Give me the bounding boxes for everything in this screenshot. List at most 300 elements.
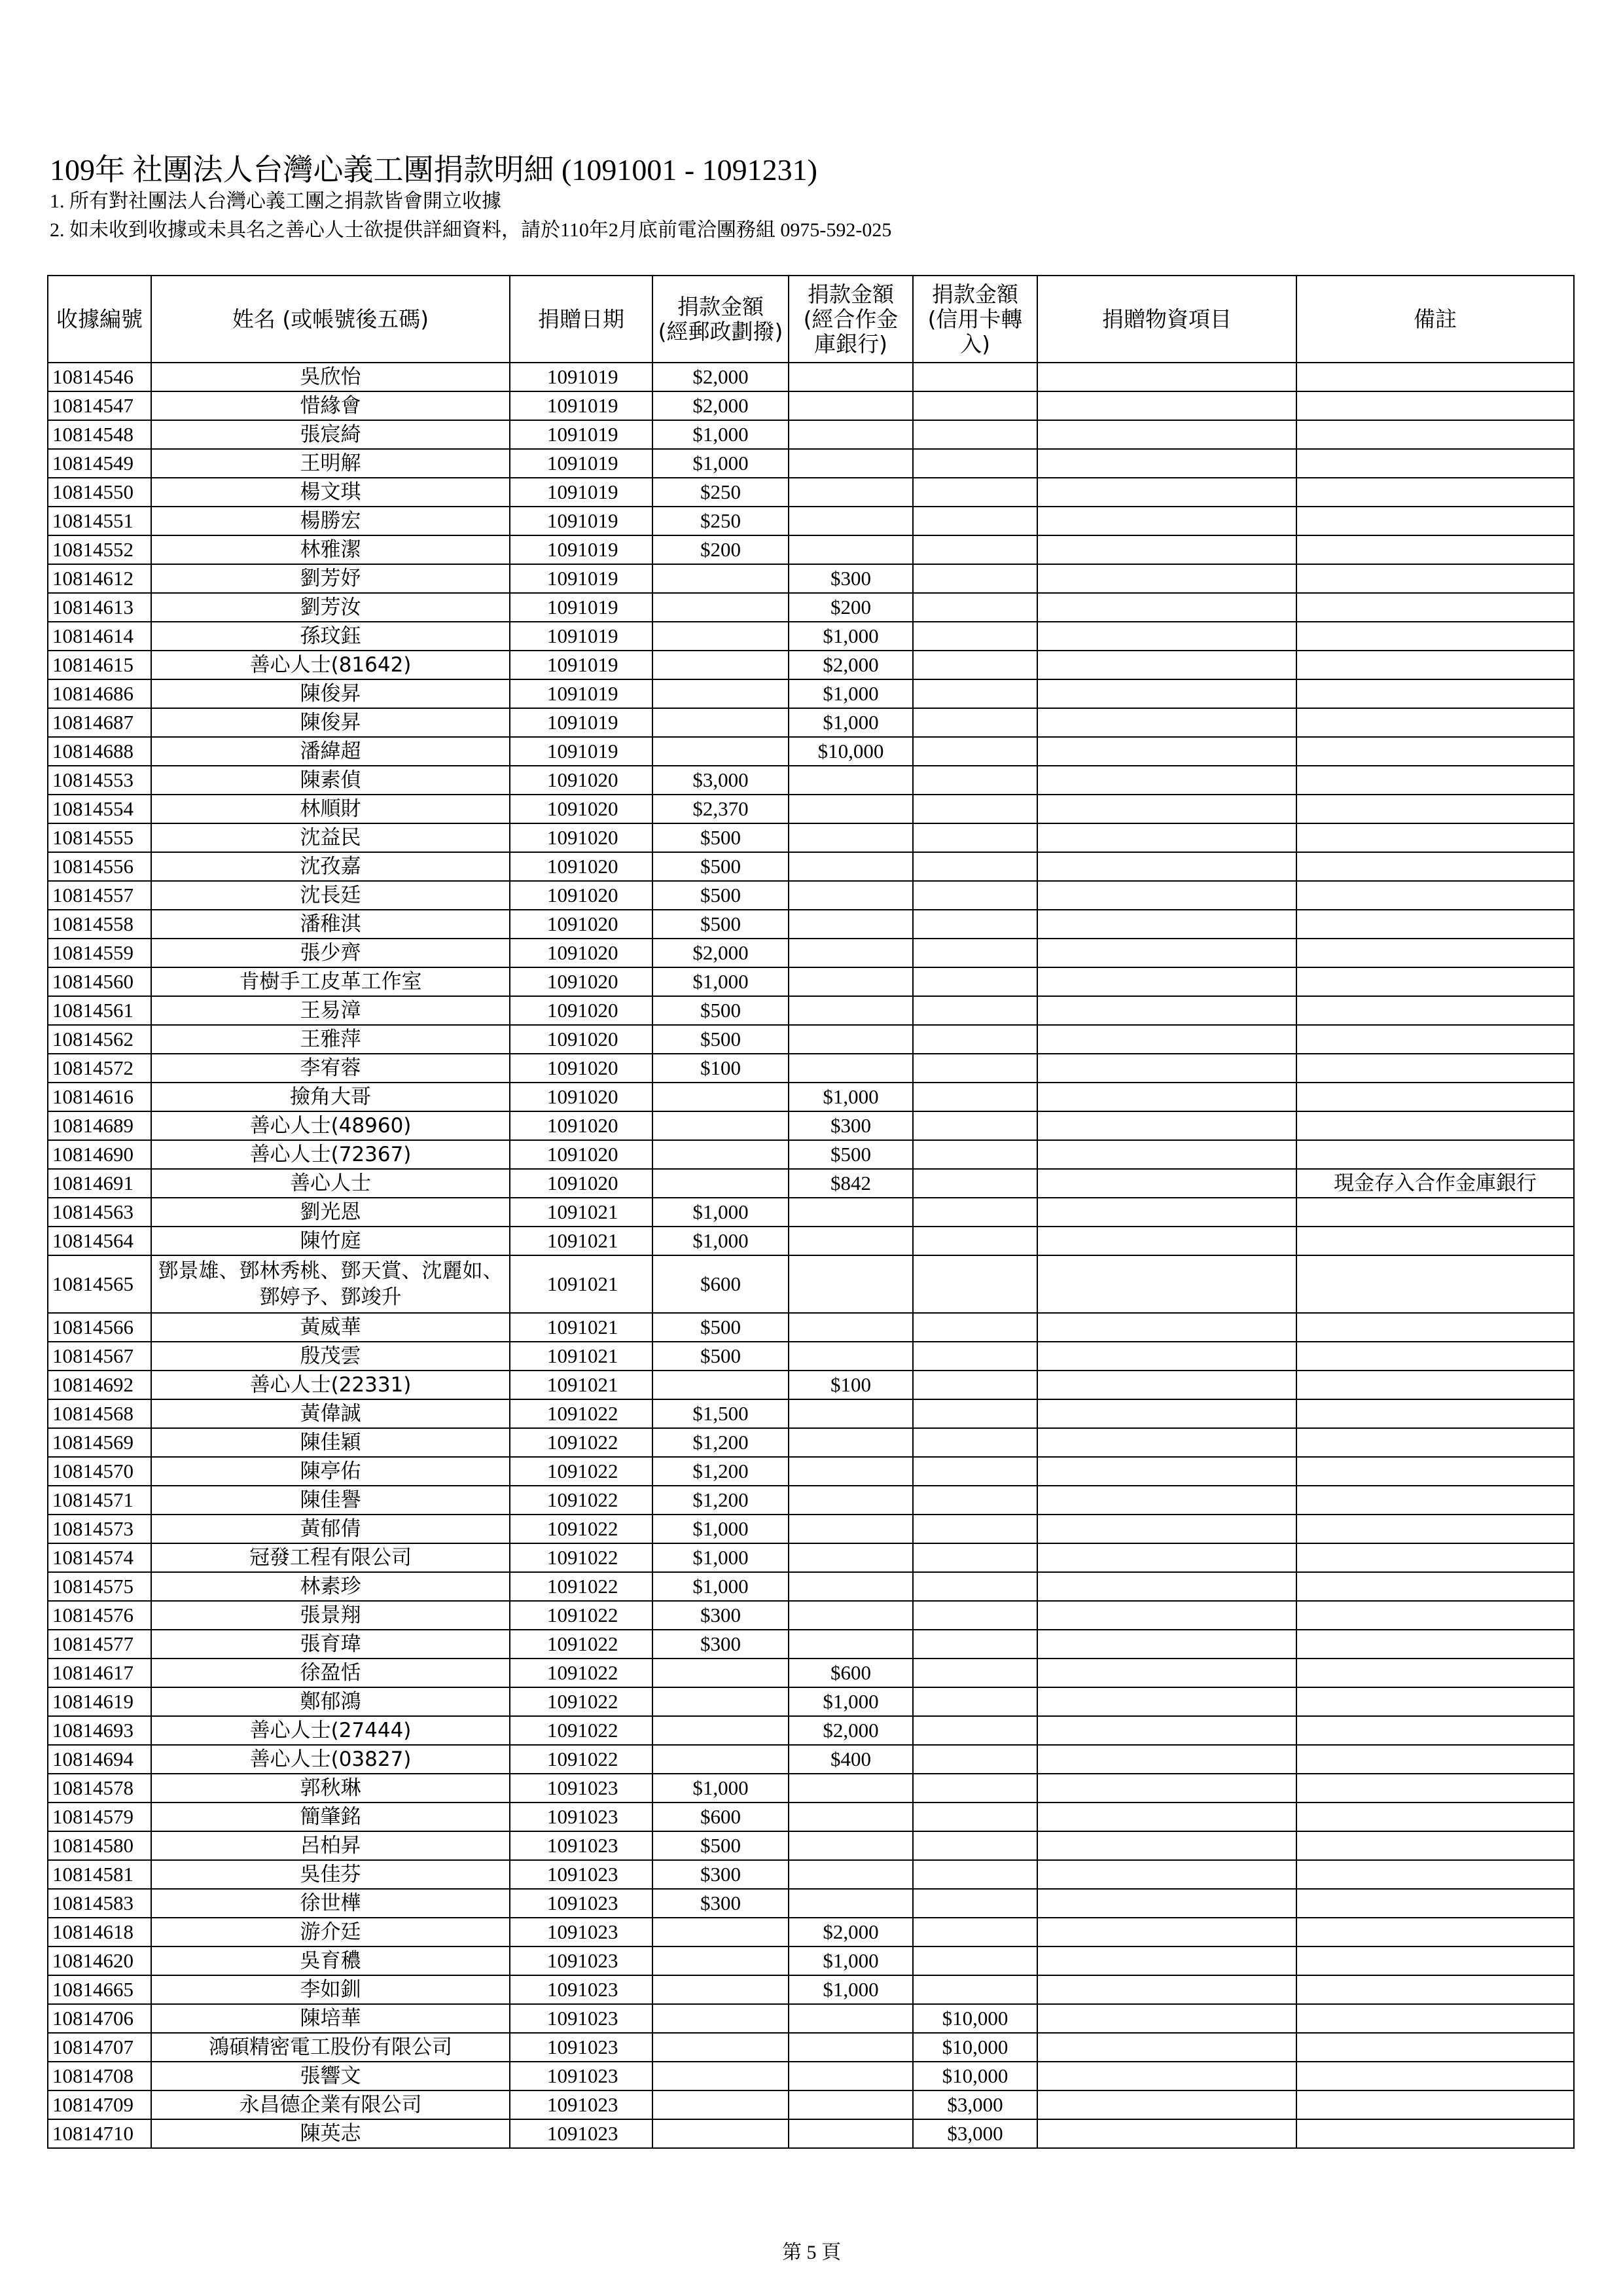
credit-card-amount-cell	[913, 1803, 1037, 1831]
donation-date-cell: 1091022	[510, 1601, 652, 1630]
credit-card-amount-cell	[913, 1457, 1037, 1486]
receipt-no-cell: 10814691	[48, 1169, 151, 1198]
credit-card-amount-cell	[913, 1774, 1037, 1803]
donation-date-cell: 1091020	[510, 967, 652, 996]
donation-date-cell: 1091023	[510, 1774, 652, 1803]
donation-date-cell: 1091023	[510, 2090, 652, 2119]
goods-cell	[1037, 1486, 1296, 1515]
donation-date-cell: 1091019	[510, 449, 652, 478]
remarks-cell	[1296, 1342, 1574, 1371]
remarks-cell	[1296, 1255, 1574, 1313]
goods-cell	[1037, 507, 1296, 535]
goods-cell	[1037, 2090, 1296, 2119]
table-row	[48, 391, 1574, 420]
postal-amount-cell: $500	[652, 1313, 789, 1342]
credit-card-amount-cell	[913, 1140, 1037, 1169]
donation-date-cell: 1091019	[510, 679, 652, 708]
remarks-cell	[1296, 420, 1574, 449]
postal-amount-cell: $2,000	[652, 391, 789, 420]
table-row	[48, 1572, 1574, 1601]
bank-amount-cell: $10,000	[789, 737, 913, 766]
credit-card-amount-cell	[913, 363, 1037, 391]
credit-card-amount-cell	[913, 881, 1037, 910]
donation-date-cell: 1091020	[510, 1169, 652, 1198]
table-row	[48, 1630, 1574, 1659]
goods-cell	[1037, 449, 1296, 478]
remarks-cell	[1296, 1774, 1574, 1803]
receipt-no-cell: 10814577	[48, 1630, 151, 1659]
goods-cell	[1037, 1975, 1296, 2004]
credit-card-amount-cell	[913, 1227, 1037, 1255]
remarks-cell	[1296, 1198, 1574, 1227]
postal-amount-cell	[652, 1918, 789, 1946]
postal-amount-cell: $500	[652, 910, 789, 939]
donor-name-cell: 黃偉誠	[151, 1399, 510, 1428]
credit-card-amount-cell	[913, 1169, 1037, 1198]
bank-amount-cell	[789, 1399, 913, 1428]
donor-name-cell: 游介廷	[151, 1918, 510, 1946]
remarks-cell: 現金存入合作金庫銀行	[1296, 1169, 1574, 1198]
postal-amount-cell: $1,000	[652, 449, 789, 478]
donor-name-cell: 善心人士	[151, 1169, 510, 1198]
goods-cell	[1037, 1774, 1296, 1803]
donation-date-cell: 1091023	[510, 2119, 652, 2148]
donor-name-cell: 張宸綺	[151, 420, 510, 449]
bank-amount-cell: $2,000	[789, 1918, 913, 1946]
remarks-cell	[1296, 1946, 1574, 1975]
remarks-cell	[1296, 1428, 1574, 1457]
donation-date-cell: 1091022	[510, 1687, 652, 1716]
receipt-no-cell: 10814552	[48, 535, 151, 564]
donation-date-cell: 1091021	[510, 1227, 652, 1255]
credit-card-amount-cell	[913, 535, 1037, 564]
postal-amount-cell	[652, 737, 789, 766]
donor-name-cell: 陳佳穎	[151, 1428, 510, 1457]
postal-amount-cell	[652, 1140, 789, 1169]
postal-amount-cell: $500	[652, 1831, 789, 1860]
table-row	[48, 651, 1574, 679]
remarks-cell	[1296, 1486, 1574, 1515]
credit-card-amount-cell	[913, 651, 1037, 679]
postal-amount-cell: $2,370	[652, 795, 789, 823]
table-row	[48, 1601, 1574, 1630]
bank-amount-cell	[789, 449, 913, 478]
table-row	[48, 881, 1574, 910]
remarks-cell	[1296, 1227, 1574, 1255]
receipt-no-cell: 10814548	[48, 420, 151, 449]
goods-cell	[1037, 1918, 1296, 1946]
donor-name-cell: 李如釧	[151, 1975, 510, 2004]
postal-amount-cell: $500	[652, 996, 789, 1025]
credit-card-amount-cell	[913, 1428, 1037, 1457]
receipt-no-cell: 10814614	[48, 622, 151, 651]
donor-name-header: 姓名 (或帳號後五碼)	[151, 276, 510, 363]
credit-card-amount-cell: $10,000	[913, 2062, 1037, 2090]
donor-name-cell: 張少齊	[151, 939, 510, 967]
donation-date-cell: 1091019	[510, 507, 652, 535]
remarks-cell	[1296, 1083, 1574, 1111]
credit-card-amount-cell	[913, 823, 1037, 852]
receipt-no-cell: 10814574	[48, 1543, 151, 1572]
credit-card-amount-cell	[913, 1111, 1037, 1140]
bank-amount-cell: $600	[789, 1659, 913, 1687]
postal-amount-cell	[652, 1745, 789, 1774]
goods-header: 捐贈物資項目	[1037, 276, 1296, 363]
donor-name-cell: 陳俊昇	[151, 679, 510, 708]
receipt-no-cell: 10814581	[48, 1860, 151, 1889]
goods-cell	[1037, 651, 1296, 679]
bank-amount-cell: $1,000	[789, 1975, 913, 2004]
postal-amount-cell	[652, 1083, 789, 1111]
remarks-header: 備註	[1296, 276, 1574, 363]
bank-amount-cell	[789, 1543, 913, 1572]
goods-cell	[1037, 679, 1296, 708]
receipt-no-cell: 10814558	[48, 910, 151, 939]
table-row	[48, 1486, 1574, 1515]
table-row	[48, 967, 1574, 996]
bank-amount-cell	[789, 2033, 913, 2062]
credit-card-amount-cell	[913, 1601, 1037, 1630]
bank-amount-cell	[789, 1457, 913, 1486]
donor-name-cell: 李宥蓉	[151, 1054, 510, 1083]
credit-card-amount-cell	[913, 1975, 1037, 2004]
donor-name-cell: 永昌德企業有限公司	[151, 2090, 510, 2119]
credit-card-amount-cell	[913, 1198, 1037, 1227]
postal-amount-cell: $500	[652, 823, 789, 852]
bank-amount-cell: $500	[789, 1140, 913, 1169]
remarks-cell	[1296, 881, 1574, 910]
bank-amount-cell: $1,000	[789, 679, 913, 708]
postal-amount-cell: $1,500	[652, 1399, 789, 1428]
credit-card-amount-cell	[913, 967, 1037, 996]
donor-name-cell: 陳培華	[151, 2004, 510, 2033]
bank-amount-cell	[789, 1630, 913, 1659]
donor-name-cell: 陳竹庭	[151, 1227, 510, 1255]
postal-amount-cell	[652, 2004, 789, 2033]
postal-amount-cell	[652, 1371, 789, 1399]
goods-cell	[1037, 593, 1296, 622]
table-body	[48, 363, 1574, 2148]
bank-amount-cell	[789, 795, 913, 823]
table-row	[48, 852, 1574, 881]
receipt-no-cell: 10814566	[48, 1313, 151, 1342]
receipt-no-cell: 10814617	[48, 1659, 151, 1687]
table-row	[48, 507, 1574, 535]
bank-amount-cell	[789, 1601, 913, 1630]
remarks-cell	[1296, 391, 1574, 420]
donor-name-cell: 鄧景雄、鄧林秀桃、鄧天賞、沈麗如、鄧婷予、鄧竣升	[151, 1255, 510, 1313]
donation-date-cell: 1091021	[510, 1198, 652, 1227]
receipt-no-cell: 10814578	[48, 1774, 151, 1803]
bank-amount-cell	[789, 2004, 913, 2033]
remarks-cell	[1296, 363, 1574, 391]
credit-card-amount-cell	[913, 1687, 1037, 1716]
remarks-cell	[1296, 2033, 1574, 2062]
remarks-cell	[1296, 1659, 1574, 1687]
table-row	[48, 1025, 1574, 1054]
receipt-no-cell: 10814694	[48, 1745, 151, 1774]
donor-name-cell: 劉芳汝	[151, 593, 510, 622]
remarks-cell	[1296, 2090, 1574, 2119]
receipt-no-cell: 10814583	[48, 1889, 151, 1918]
table-row	[48, 478, 1574, 507]
table-row	[48, 1918, 1574, 1946]
receipt-no-cell: 10814573	[48, 1515, 151, 1543]
credit-card-amount-cell	[913, 1889, 1037, 1918]
goods-cell	[1037, 1831, 1296, 1860]
postal-amount-cell: $300	[652, 1860, 789, 1889]
remarks-cell	[1296, 795, 1574, 823]
postal-amount-cell	[652, 1169, 789, 1198]
postal-amount-cell	[652, 1716, 789, 1745]
donor-name-cell: 善心人士(81642)	[151, 651, 510, 679]
donation-date-cell: 1091020	[510, 939, 652, 967]
goods-cell	[1037, 478, 1296, 507]
donation-date-cell: 1091023	[510, 2033, 652, 2062]
table-row	[48, 1111, 1574, 1140]
donation-date-cell: 1091022	[510, 1543, 652, 1572]
goods-cell	[1037, 1169, 1296, 1198]
goods-cell	[1037, 1946, 1296, 1975]
bank-amount-cell: $200	[789, 593, 913, 622]
postal-amount-cell: $500	[652, 881, 789, 910]
credit-card-amount-cell	[913, 1371, 1037, 1399]
table-row	[48, 564, 1574, 593]
bank-amount-cell	[789, 1428, 913, 1457]
donation-date-cell: 1091020	[510, 881, 652, 910]
table-row	[48, 1831, 1574, 1860]
postal-amount-cell: $1,000	[652, 1227, 789, 1255]
receipt-no-cell: 10814618	[48, 1918, 151, 1946]
goods-cell	[1037, 1342, 1296, 1371]
remarks-cell	[1296, 1860, 1574, 1889]
donation-date-cell: 1091023	[510, 1918, 652, 1946]
remarks-cell	[1296, 1572, 1574, 1601]
donor-name-cell: 撿角大哥	[151, 1083, 510, 1111]
credit-card-amount-cell	[913, 1946, 1037, 1975]
donation-date-cell: 1091022	[510, 1399, 652, 1428]
postal-amount-cell: $500	[652, 852, 789, 881]
receipt-no-cell: 10814616	[48, 1083, 151, 1111]
table-row	[48, 996, 1574, 1025]
receipt-no-cell: 10814615	[48, 651, 151, 679]
credit-card-amount-header: 捐款金額 (信用卡轉 入)	[913, 276, 1037, 363]
credit-card-amount-cell	[913, 507, 1037, 535]
donor-name-cell: 簡肇銘	[151, 1803, 510, 1831]
table-row	[48, 1428, 1574, 1457]
donation-date-cell: 1091023	[510, 1975, 652, 2004]
donor-name-cell: 吳育穠	[151, 1946, 510, 1975]
credit-card-amount-cell	[913, 708, 1037, 737]
donor-name-cell: 陳佳譽	[151, 1486, 510, 1515]
donation-date-cell: 1091022	[510, 1457, 652, 1486]
postal-amount-cell: $1,000	[652, 1543, 789, 1572]
credit-card-amount-cell: $10,000	[913, 2033, 1037, 2062]
donor-name-cell: 徐世樺	[151, 1889, 510, 1918]
receipt-no-cell: 10814665	[48, 1975, 151, 2004]
postal-amount-cell: $1,200	[652, 1428, 789, 1457]
donor-name-cell: 潘稚淇	[151, 910, 510, 939]
postal-amount-cell: $600	[652, 1803, 789, 1831]
receipt-no-cell: 10814565	[48, 1255, 151, 1313]
donor-name-cell: 陳俊昇	[151, 708, 510, 737]
bank-amount-header: 捐款金額 (經合作金 庫銀行)	[789, 276, 913, 363]
credit-card-amount-cell	[913, 593, 1037, 622]
receipt-no-cell: 10814553	[48, 766, 151, 795]
receipt-no-cell: 10814689	[48, 1111, 151, 1140]
postal-amount-cell	[652, 1975, 789, 2004]
receipt-no-cell: 10814710	[48, 2119, 151, 2148]
table-row	[48, 622, 1574, 651]
table-row	[48, 708, 1574, 737]
table-row	[48, 1774, 1574, 1803]
donor-name-cell: 張育瑋	[151, 1630, 510, 1659]
donor-name-cell: 冠發工程有限公司	[151, 1543, 510, 1572]
remarks-cell	[1296, 2119, 1574, 2148]
receipt-no-cell: 10814563	[48, 1198, 151, 1227]
donor-name-cell: 劉芳妤	[151, 564, 510, 593]
page-number: 第 5 頁	[782, 2242, 841, 2263]
bank-amount-cell	[789, 2090, 913, 2119]
credit-card-amount-cell	[913, 1313, 1037, 1342]
goods-cell	[1037, 391, 1296, 420]
donor-name-cell: 善心人士(22331)	[151, 1371, 510, 1399]
goods-cell	[1037, 1140, 1296, 1169]
table-row	[48, 1946, 1574, 1975]
remarks-cell	[1296, 1889, 1574, 1918]
table-row	[48, 823, 1574, 852]
bank-amount-cell: $2,000	[789, 1716, 913, 1745]
remarks-cell	[1296, 1399, 1574, 1428]
bank-amount-cell	[789, 1572, 913, 1601]
postal-amount-cell	[652, 2119, 789, 2148]
credit-card-amount-cell	[913, 1399, 1037, 1428]
credit-card-amount-cell	[913, 449, 1037, 478]
goods-cell	[1037, 420, 1296, 449]
table-row	[48, 2062, 1574, 2090]
receipt-no-cell: 10814707	[48, 2033, 151, 2062]
postal-amount-cell: $1,000	[652, 967, 789, 996]
donation-date-cell: 1091023	[510, 1889, 652, 1918]
receipt-no-cell: 10814556	[48, 852, 151, 881]
remarks-cell	[1296, 564, 1574, 593]
table-row	[48, 1975, 1574, 2004]
goods-cell	[1037, 1111, 1296, 1140]
table-row	[48, 1313, 1574, 1342]
credit-card-amount-cell	[913, 1083, 1037, 1111]
receipt-no-cell: 10814692	[48, 1371, 151, 1399]
donation-date-cell: 1091020	[510, 823, 652, 852]
receipt-no-cell: 10814576	[48, 1601, 151, 1630]
table-row	[48, 1083, 1574, 1111]
bank-amount-cell	[789, 910, 913, 939]
donation-date-cell: 1091019	[510, 593, 652, 622]
remarks-cell	[1296, 852, 1574, 881]
credit-card-amount-cell	[913, 852, 1037, 881]
goods-cell	[1037, 1716, 1296, 1745]
postal-amount-cell: $2,000	[652, 363, 789, 391]
remarks-cell	[1296, 1745, 1574, 1774]
remarks-cell	[1296, 1687, 1574, 1716]
table-row	[48, 1543, 1574, 1572]
remarks-cell	[1296, 1111, 1574, 1140]
postal-amount-cell: $600	[652, 1255, 789, 1313]
remarks-cell	[1296, 1054, 1574, 1083]
goods-cell	[1037, 795, 1296, 823]
credit-card-amount-cell	[913, 766, 1037, 795]
table-row	[48, 2119, 1574, 2148]
donor-name-cell: 鄭郁鴻	[151, 1687, 510, 1716]
goods-cell	[1037, 1457, 1296, 1486]
goods-cell	[1037, 881, 1296, 910]
credit-card-amount-cell	[913, 622, 1037, 651]
credit-card-amount-cell	[913, 795, 1037, 823]
bank-amount-cell	[789, 1486, 913, 1515]
bank-amount-cell: $300	[789, 564, 913, 593]
donation-date-cell: 1091020	[510, 1083, 652, 1111]
table-row	[48, 535, 1574, 564]
table-row	[48, 737, 1574, 766]
donation-date-cell: 1091019	[510, 420, 652, 449]
postal-amount-cell	[652, 593, 789, 622]
postal-amount-cell	[652, 679, 789, 708]
donation-date-cell: 1091023	[510, 1860, 652, 1889]
donor-name-cell: 王易漳	[151, 996, 510, 1025]
bank-amount-cell	[789, 1198, 913, 1227]
receipt-no-cell: 10814613	[48, 593, 151, 622]
receipt-no-cell: 10814686	[48, 679, 151, 708]
bank-amount-cell: $1,000	[789, 1687, 913, 1716]
table-row	[48, 2090, 1574, 2119]
donor-name-cell: 沈長廷	[151, 881, 510, 910]
credit-card-amount-cell	[913, 1716, 1037, 1745]
remarks-cell	[1296, 2004, 1574, 2033]
table-row	[48, 1889, 1574, 1918]
bank-amount-cell	[789, 852, 913, 881]
donation-date-cell: 1091022	[510, 1428, 652, 1457]
donation-date-cell: 1091023	[510, 1803, 652, 1831]
donation-date-cell: 1091022	[510, 1630, 652, 1659]
bank-amount-cell	[789, 478, 913, 507]
bank-amount-cell	[789, 1054, 913, 1083]
goods-cell	[1037, 1428, 1296, 1457]
credit-card-amount-cell	[913, 1659, 1037, 1687]
receipt-no-cell: 10814555	[48, 823, 151, 852]
goods-cell	[1037, 852, 1296, 881]
bank-amount-cell	[789, 1025, 913, 1054]
table-row	[48, 795, 1574, 823]
credit-card-amount-cell	[913, 1486, 1037, 1515]
donor-name-cell: 肯樹手工皮革工作室	[151, 967, 510, 996]
goods-cell	[1037, 1745, 1296, 1774]
remarks-cell	[1296, 766, 1574, 795]
goods-cell	[1037, 708, 1296, 737]
table-row	[48, 449, 1574, 478]
donation-date-cell: 1091021	[510, 1342, 652, 1371]
remarks-cell	[1296, 708, 1574, 737]
goods-cell	[1037, 1025, 1296, 1054]
credit-card-amount-cell	[913, 1342, 1037, 1371]
goods-cell	[1037, 1601, 1296, 1630]
bank-amount-cell: $400	[789, 1745, 913, 1774]
receipt-no-cell: 10814550	[48, 478, 151, 507]
donor-name-cell: 吳欣怡	[151, 363, 510, 391]
postal-amount-cell: $3,000	[652, 766, 789, 795]
bank-amount-cell	[789, 535, 913, 564]
donation-date-cell: 1091021	[510, 1371, 652, 1399]
goods-cell	[1037, 1659, 1296, 1687]
credit-card-amount-cell	[913, 1831, 1037, 1860]
